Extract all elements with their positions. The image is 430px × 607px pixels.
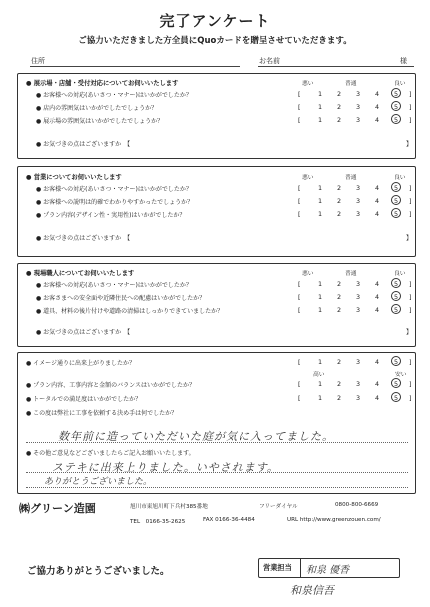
- rating-selected-circle: [391, 88, 401, 98]
- scale-bracket-open: [: [298, 116, 301, 124]
- rating-option-2[interactable]: 2: [337, 184, 342, 192]
- answer-comments-line-2: ありがとうございました。: [44, 477, 153, 487]
- thanks-message: ご協力ありがとうございました。: [27, 566, 170, 577]
- rating-option-4[interactable]: 4: [375, 394, 380, 402]
- scale-bracket-open: [: [298, 280, 301, 288]
- rating-option-3[interactable]: 3: [356, 306, 361, 314]
- question: ● イメージ通りに出来上がりましたか？: [26, 360, 135, 367]
- scale-bracket-open: [: [298, 380, 301, 388]
- scale-bracket-open: [: [298, 184, 301, 192]
- rating-option-3[interactable]: 3: [356, 380, 361, 388]
- rating-option-2[interactable]: 2: [337, 394, 342, 402]
- company-logo: ㈱グリーン造園: [19, 502, 96, 515]
- sales-rep-name: 和泉 優香: [306, 565, 350, 576]
- rating-option-2[interactable]: 2: [337, 380, 342, 388]
- question: ● 展示場の雰囲気はいかがでしたでしょうか？: [36, 118, 164, 125]
- scale-bracket-open: [: [298, 293, 301, 301]
- sales-rep-divider: [300, 558, 301, 578]
- section-showroom-title: ● 展示場・店舗・受付対応についてお伺いいたします: [26, 80, 179, 87]
- scale-label-normal: 普通: [345, 175, 357, 181]
- company-tel: TEL 0166-35-2625: [130, 519, 186, 525]
- rating-option-1[interactable]: 1: [318, 358, 323, 366]
- rating-option-3[interactable]: 3: [356, 197, 361, 205]
- rating-option-1[interactable]: 1: [318, 184, 323, 192]
- scale-bracket-close: ]: [409, 197, 412, 205]
- rating-option-5[interactable]: 5: [394, 306, 399, 314]
- rating-option-1[interactable]: 1: [318, 103, 323, 111]
- rating-option-3[interactable]: 3: [356, 293, 361, 301]
- rating-option-2[interactable]: 2: [337, 306, 342, 314]
- question: ● お客さまへの安全面や近隣住民への配慮はいかがでしたか？: [36, 295, 206, 302]
- scale-bracket-open: [: [298, 358, 301, 366]
- rating-option-1[interactable]: 1: [318, 197, 323, 205]
- answer-line: [26, 472, 408, 473]
- rating-option-4[interactable]: 4: [375, 293, 380, 301]
- survey-subtitle: ご協力いただきました方全員にQuoカードを贈呈させていただきます。: [78, 36, 352, 46]
- rating-option-5[interactable]: 5: [394, 103, 399, 111]
- scale-bracket-close: ]: [409, 116, 412, 124]
- survey-title: 完了アンケート: [159, 12, 271, 30]
- rating-option-3[interactable]: 3: [356, 184, 361, 192]
- rating-option-3[interactable]: 3: [356, 210, 361, 218]
- name-field[interactable]: [258, 66, 414, 67]
- rating-option-5[interactable]: 5: [394, 394, 399, 402]
- rating-selected-circle: [391, 392, 401, 402]
- rating-selected-circle: [391, 101, 401, 111]
- rating-selected-circle: [391, 278, 401, 288]
- scale-label-bad: 悪い: [302, 175, 314, 181]
- name-label: お名前: [259, 57, 280, 65]
- rating-option-3[interactable]: 3: [356, 90, 361, 98]
- scale-label-normal: 普通: [345, 81, 357, 87]
- question: ● プラン内容、工事内容と金額のバランスはいかがでしたか？: [26, 382, 195, 389]
- company-address: 旭川市東旭川町下兵村385番地: [130, 504, 208, 510]
- rating-option-3[interactable]: 3: [356, 116, 361, 124]
- rating-option-1[interactable]: 1: [318, 380, 323, 388]
- scale-bracket-open: [: [298, 90, 301, 98]
- rating-option-1[interactable]: 1: [318, 306, 323, 314]
- rating-selected-circle: [391, 182, 401, 192]
- question: ● お客様への説明は的確でわかりやすかったでしょうか？: [36, 199, 194, 206]
- rating-option-2[interactable]: 2: [337, 116, 342, 124]
- question: ● お客様への対応(あいさつ・マナー)はいかがでしたか？: [36, 92, 192, 99]
- comment-label: ● お気づきの点はございますか 【: [36, 141, 131, 148]
- rating-option-4[interactable]: 4: [375, 90, 380, 98]
- scale-bracket-open: [: [298, 306, 301, 314]
- rating-option-3[interactable]: 3: [356, 103, 361, 111]
- scale-bracket-open: [: [298, 394, 301, 402]
- scale-label-good: 良い: [394, 271, 406, 277]
- rating-option-2[interactable]: 2: [337, 210, 342, 218]
- question: ● お客様への対応(あいさつ・マナー)はいかがでしたか？: [36, 186, 192, 193]
- rating-option-3[interactable]: 3: [356, 394, 361, 402]
- honorific: 様: [400, 57, 407, 65]
- question: ● トータルでの満足度はいかがでしたか？: [26, 396, 142, 403]
- freedial-number: 0800-800-6669: [335, 502, 379, 508]
- rating-option-4[interactable]: 4: [375, 358, 380, 366]
- comment-bracket-close: 】: [406, 141, 413, 148]
- address-field[interactable]: [30, 66, 240, 67]
- rating-option-4[interactable]: 4: [375, 184, 380, 192]
- rating-option-1[interactable]: 1: [318, 394, 323, 402]
- comment-bracket-close: 】: [406, 235, 413, 242]
- question: ● お客様への対応(あいさつ・マナー)はいかがでしたか？: [36, 282, 192, 289]
- price-label-low: 安い: [395, 372, 407, 378]
- scale-bracket-open: [: [298, 103, 301, 111]
- rating-option-5[interactable]: 5: [394, 210, 399, 218]
- section-craftsmen-title: ● 現場職人についてお伺いいたします: [26, 270, 135, 277]
- rating-selected-circle: [391, 356, 401, 366]
- rating-option-2[interactable]: 2: [337, 197, 342, 205]
- rating-option-1[interactable]: 1: [318, 116, 323, 124]
- sales-rep-label: 営業担当: [263, 563, 292, 572]
- scale-bracket-close: ]: [409, 293, 412, 301]
- answer-line: [26, 442, 408, 443]
- rating-option-5[interactable]: 5: [394, 90, 399, 98]
- rating-option-2[interactable]: 2: [337, 103, 342, 111]
- scale-bracket-close: ]: [409, 306, 412, 314]
- rating-option-2[interactable]: 2: [337, 90, 342, 98]
- scale-bracket-close: ]: [409, 103, 412, 111]
- rating-option-5[interactable]: 5: [394, 116, 399, 124]
- rating-option-4[interactable]: 4: [375, 197, 380, 205]
- company-fax: FAX 0166-36-4484: [203, 517, 255, 523]
- rating-selected-circle: [391, 378, 401, 388]
- rating-option-5[interactable]: 5: [394, 280, 399, 288]
- comment-label: ● お気づきの点はございますか 【: [36, 329, 131, 336]
- rating-option-5[interactable]: 5: [394, 358, 399, 366]
- scale-label-bad: 悪い: [302, 271, 314, 277]
- scale-bracket-close: ]: [409, 280, 412, 288]
- scale-bracket-open: [: [298, 210, 301, 218]
- rating-option-5[interactable]: 5: [394, 197, 399, 205]
- answer-deciding-factor: 数年前に造っていただいた庭が気に入ってました。: [58, 430, 334, 443]
- rating-option-2[interactable]: 2: [337, 293, 342, 301]
- rating-option-4[interactable]: 4: [375, 306, 380, 314]
- rating-option-5[interactable]: 5: [394, 380, 399, 388]
- rating-selected-circle: [391, 195, 401, 205]
- rating-option-3[interactable]: 3: [356, 358, 361, 366]
- rating-option-4[interactable]: 4: [375, 380, 380, 388]
- rating-selected-circle: [391, 304, 401, 314]
- rating-option-5[interactable]: 5: [394, 293, 399, 301]
- question: ● プラン内容(デザイン性・実用性)はいかがでしたか？: [36, 212, 186, 219]
- rating-selected-circle: [391, 114, 401, 124]
- question: ● 道具、材料の後片付けや道路の清掃はしっかりできていましたか？: [36, 308, 224, 315]
- scale-bracket-close: ]: [409, 90, 412, 98]
- rating-option-1[interactable]: 1: [318, 90, 323, 98]
- section-sales-title: ● 営業についてお伺いいたします: [26, 174, 122, 181]
- rating-option-5[interactable]: 5: [394, 184, 399, 192]
- question: ● この度は弊社に工事を依頼する決め手は何でしたか？: [26, 410, 178, 417]
- scale-bracket-close: ]: [409, 394, 412, 402]
- scale-bracket-close: ]: [409, 184, 412, 192]
- company-url: URL http://www.greenzouen.com/: [287, 517, 381, 523]
- rating-option-4[interactable]: 4: [375, 280, 380, 288]
- answer-line: [26, 487, 408, 488]
- question: ● 店内の雰囲気はいかがでしたでしょうか？: [36, 105, 158, 112]
- rating-option-3[interactable]: 3: [356, 280, 361, 288]
- scale-bracket-close: ]: [409, 358, 412, 366]
- price-label-high: 高い: [313, 372, 325, 378]
- scale-label-normal: 普通: [345, 271, 357, 277]
- question: ● その他ご意見などございましたらご記入お願いいたします。: [26, 450, 195, 457]
- freedial-label: フリーダイヤル: [259, 504, 298, 510]
- comment-bracket-close: 】: [406, 329, 413, 336]
- scale-label-bad: 悪い: [302, 81, 314, 87]
- address-label: 住所: [31, 57, 45, 65]
- customer-signature: 和泉信吾: [290, 584, 334, 597]
- rating-option-4[interactable]: 4: [375, 210, 380, 218]
- rating-option-4[interactable]: 4: [375, 103, 380, 111]
- scale-label-good: 良い: [394, 81, 406, 87]
- scale-bracket-close: ]: [409, 380, 412, 388]
- scale-label-good: 良い: [394, 175, 406, 181]
- scale-bracket-close: ]: [409, 210, 412, 218]
- scale-bracket-open: [: [298, 197, 301, 205]
- rating-option-1[interactable]: 1: [318, 280, 323, 288]
- rating-option-1[interactable]: 1: [318, 293, 323, 301]
- comment-label: ● お気づきの点はございますか 【: [36, 235, 131, 242]
- rating-option-2[interactable]: 2: [337, 280, 342, 288]
- answer-comments-line-1: ステキに出来上りました。いやされます。: [52, 461, 279, 474]
- rating-option-4[interactable]: 4: [375, 116, 380, 124]
- rating-option-1[interactable]: 1: [318, 210, 323, 218]
- rating-selected-circle: [391, 291, 401, 301]
- rating-option-2[interactable]: 2: [337, 358, 342, 366]
- rating-selected-circle: [391, 208, 401, 218]
